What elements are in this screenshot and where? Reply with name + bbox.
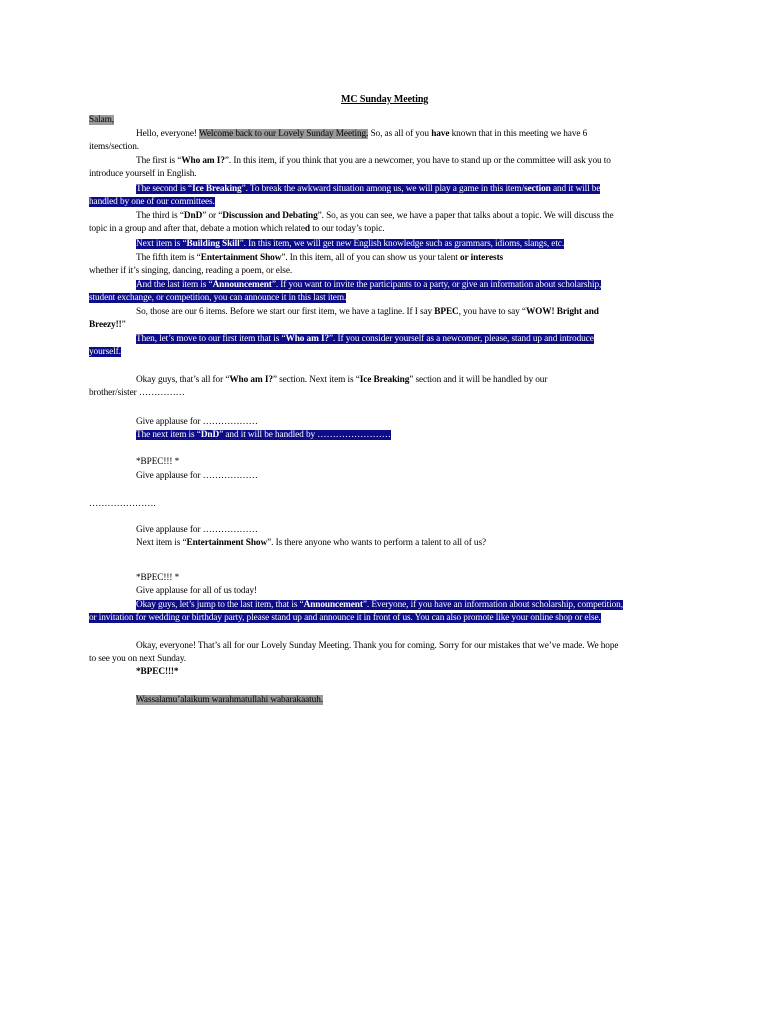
closing-salam-line: [136, 694, 323, 706]
text-span: ” section and it will be handled by our: [409, 375, 548, 385]
text-span: ” and it will be handled by ……………………: [219, 430, 391, 440]
text-span: The second is “: [136, 184, 193, 194]
text-span: Okay guys, that’s all for “: [136, 375, 230, 385]
text-span: ”. In this item, all of you can show us your talent: [281, 253, 460, 263]
text-span: The third is “: [136, 211, 184, 221]
bold-span: Who am I?: [285, 334, 330, 344]
salam-line: [89, 114, 114, 126]
okay-guys-line-2: brother/sister ……………: [89, 388, 185, 398]
text-span: Next item is “: [136, 538, 187, 548]
tagline-line-2: [89, 319, 126, 331]
third-item-line-2: [89, 223, 385, 235]
bpec-bold-line: [136, 666, 178, 678]
navy-highlight: [136, 280, 601, 290]
bold-span: Who am I?: [229, 375, 273, 385]
dots-line: ………………….: [89, 499, 156, 509]
text-span: The fifth item is “: [136, 253, 201, 263]
greeting-line-2: items/section.: [89, 142, 139, 152]
bold-span: Entertainment Show: [186, 538, 268, 548]
text-span: ”: [121, 320, 126, 330]
okay-guys-line: [136, 374, 547, 386]
fifth-item-line-2: whether if it’s singing, dancing, reading a poem, or else.: [89, 266, 293, 276]
greeting-line: [136, 128, 587, 140]
navy-highlight: handled by one of our committees.: [89, 197, 215, 207]
text-span: Then, let’s move to our first item that is “: [136, 334, 286, 344]
text-span: ”. Everyone, if you have an information about scholarship, competition,: [362, 600, 623, 610]
bpec-line-1: *BPEC!!! *: [136, 457, 180, 467]
closing-salam-text: Wassalamu’alaikum warahmatullahi wabarakaatuh.: [136, 695, 323, 705]
announcement-line: [136, 599, 623, 611]
text-span: ”. In this item, if you think that you are a newcomer, you have to stand up or the committee will ask you to: [224, 156, 611, 166]
entertainment-line: [136, 537, 486, 549]
announcement-line-2: [89, 612, 601, 624]
closing-thanks-line: Okay, everyone! That’s all for our Lovely Sunday Meeting. Thank you for coming. Sorry for our mistakes that we’ve made. We hope: [136, 641, 619, 651]
text-span: ”. To break the awkward situation among us, we will play a game in this item/: [241, 184, 525, 194]
bold-span: Building Skill: [186, 239, 240, 249]
move-first-line-2: [89, 346, 121, 358]
bold-span: Who am I?: [181, 156, 225, 166]
text-span: ” or “: [202, 211, 223, 221]
text-span: ” section. Next item is “: [272, 375, 360, 385]
tagline-line: [136, 306, 599, 318]
text-span: ”. Is there anyone who wants to perform a talent to all of us?: [267, 538, 487, 548]
text-span: And the last item is “: [136, 280, 213, 290]
text-span: , you have to say “: [458, 307, 526, 317]
bold-span: DnD: [200, 430, 220, 440]
document-title: MC Sunday Meeting: [341, 94, 429, 105]
text-span: to our today’s topic.: [310, 224, 385, 234]
bold-span: Entertainment Show: [200, 253, 282, 263]
second-item-line-2: [89, 196, 215, 208]
text-span: So, as all of you: [368, 129, 432, 139]
navy-highlight: [136, 184, 600, 194]
text-span: So, those are our 6 items. Before we start our first item, we have a tagline. If I say: [136, 307, 435, 317]
applause-line-3: Give applause for ………………: [136, 525, 258, 535]
navy-highlight: yourself.: [89, 347, 121, 357]
first-item-line-2: introduce yourself in English.: [89, 169, 197, 179]
bold-span: DnD: [183, 211, 203, 221]
move-first-line: [136, 333, 594, 345]
last-item-line: [136, 279, 601, 291]
bold-span: d: [304, 224, 310, 234]
text-span: topic in a group and after that, debate a motion which relate: [89, 224, 305, 234]
text-span: ”. If you want to invite the participants to a party, or give an information about scholarship,: [271, 280, 602, 290]
text-span: ”. If you consider yourself as a newcomer, please, stand up and introduce: [329, 334, 594, 344]
bold-span: have: [431, 129, 450, 139]
bold-span: BPEC: [434, 307, 459, 317]
welcome-highlight: Welcome back to our Lovely Sunday Meeting.: [198, 129, 369, 139]
last-item-line-2: [89, 292, 346, 304]
applause-all-line: Give applause for all of us today!: [136, 586, 258, 596]
bold-span: Announcement: [303, 600, 363, 610]
bold-span: Announcement: [212, 280, 272, 290]
bpec-line-2: *BPEC!!! *: [136, 573, 180, 583]
text-span: known that in this meeting we have 6: [449, 129, 588, 139]
salam-text: Salam,: [89, 115, 114, 125]
text-span: ”. In this item, we will get new English knowledge such as grammars, idioms, slangs, etc.: [239, 239, 565, 249]
navy-highlight: [136, 334, 594, 344]
text-span: Next item is “: [136, 239, 187, 249]
bold-span: Breezy!!: [89, 320, 122, 330]
text-span: The first is “: [136, 156, 182, 166]
first-item-line: [136, 155, 611, 167]
closing-thanks-line-2: to see you on next Sunday.: [89, 654, 186, 664]
navy-highlight: [136, 430, 391, 440]
text-span: The next item is “: [136, 430, 201, 440]
applause-line-1: Give applause for ………………: [136, 417, 258, 427]
dnd-line: [136, 429, 391, 441]
bold-span: or interests: [459, 253, 504, 263]
navy-highlight: [136, 600, 623, 610]
bold-span: Ice Breaking: [359, 375, 410, 385]
navy-highlight: or invitation for wedding or birthday party, please stand up and announce it in front of us. You can also promote like your online shop or else.: [89, 613, 601, 623]
bold-span: *BPEC!!!*: [136, 667, 179, 677]
bold-span: Discussion and Debating: [222, 211, 318, 221]
bold-span: Ice Breaking: [192, 184, 242, 194]
applause-line-2: Give applause for ………………: [136, 471, 258, 481]
bold-span: WOW! Bright and: [525, 307, 599, 317]
fourth-item-line: [136, 238, 564, 250]
text-span: and it will be: [550, 184, 601, 194]
text-span: Okay guys, let’s jump to the last item, that is “: [136, 600, 304, 610]
navy-highlight: student exchange, or competition, you can announce it in this last item.: [89, 293, 347, 303]
third-item-line: [136, 210, 613, 222]
bold-span: section: [524, 184, 551, 194]
fifth-item-line: [136, 252, 503, 264]
second-item-line: [136, 183, 600, 195]
text-span: ”. So, as you can see, we have a paper that talks about a topic. We will discuss the: [317, 211, 614, 221]
navy-highlight: [136, 239, 564, 249]
text-span: Hello, everyone!: [136, 129, 199, 139]
